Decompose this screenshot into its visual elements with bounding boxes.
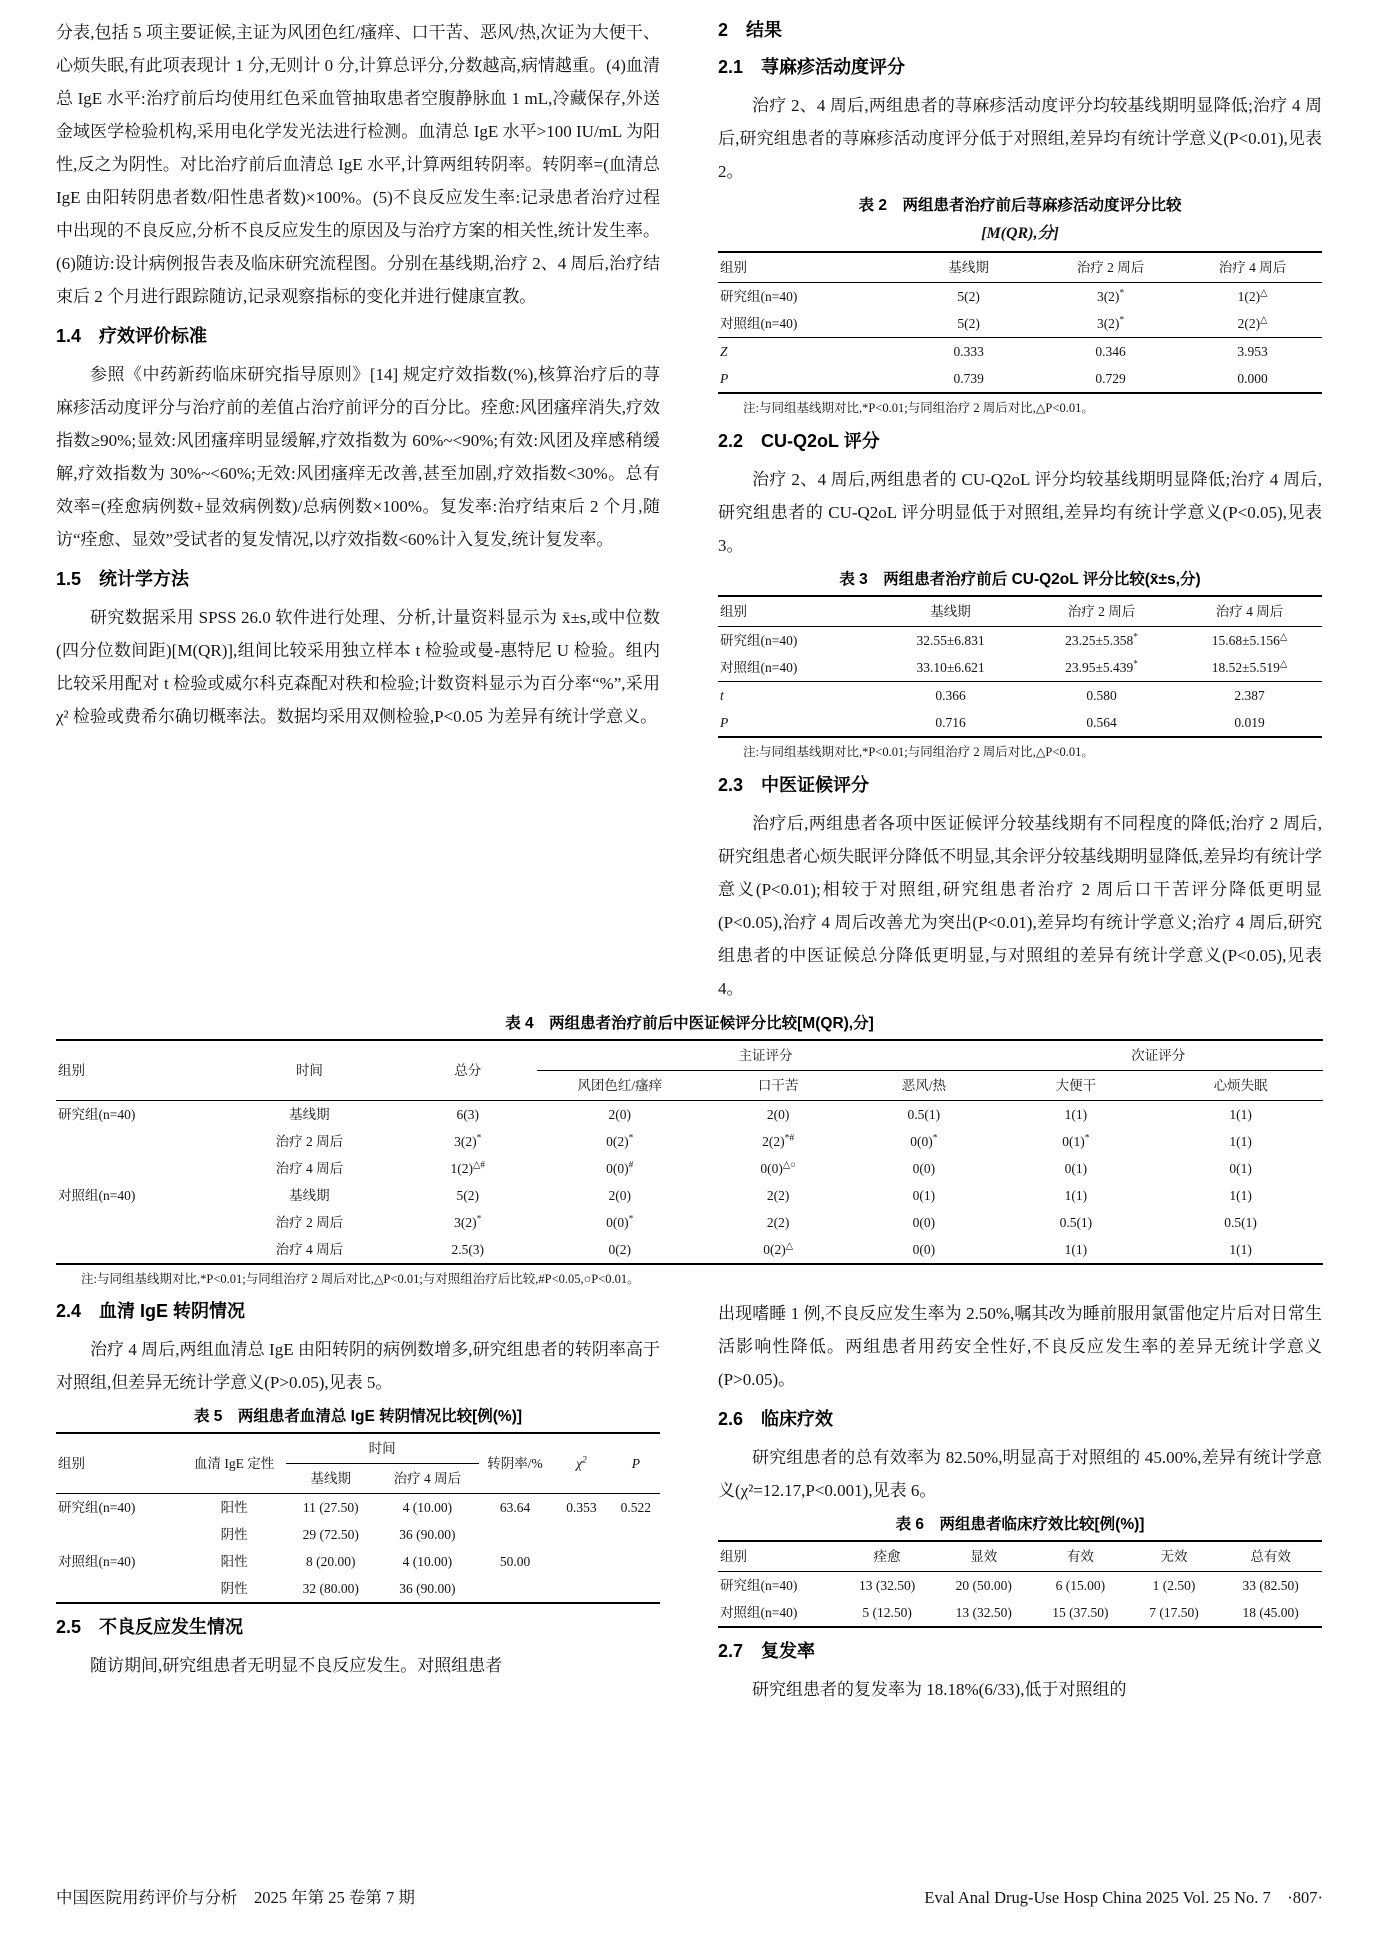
table-cell: 0.019 xyxy=(1234,715,1265,730)
table-cell: 0(0) xyxy=(912,1215,936,1230)
column-header: 口干苦 xyxy=(702,1071,854,1101)
table-cell: P xyxy=(720,371,729,386)
table-cell xyxy=(56,1128,221,1155)
table-cell: 36 (90.00) xyxy=(399,1581,456,1596)
table-cell: 0.739 xyxy=(953,371,984,386)
table-cell xyxy=(551,1575,611,1603)
table-cell: 50.00 xyxy=(499,1554,531,1569)
paragraph-efficacy-criteria: 参照《中药新药临床研究指导原则》[14] 规定疗效指数(%),核算治疗后的荨麻疹活动度评分与治疗前的差值占治疗前评分的百分比。痊愈:风团瘙痒消失,疗效指数≥90%;显效:风团瘙痒明显缓解,疗效指数为 60%~<90%;有效:风团及痒感稍缓解,疗效指数为 30%~<60%;无效:风团瘙痒无改善,甚至加剧,疗效指数<30%。总有效率=(痊愈病例数+显效病例数)/总病例数×100%。复发率:治疗结束后 2 个月,随访“痊愈、显效”受试者的复发情况,以疗效指数<60%计入复发,统计复发率。 xyxy=(56,365,660,549)
table-cell: 研究组(n=40) xyxy=(720,1578,798,1593)
table-cell: 治疗 4 周后 xyxy=(275,1161,344,1176)
table-cell: 1(2)△ xyxy=(1237,288,1268,304)
table-cell: 0.5(1) xyxy=(907,1107,941,1122)
table-cell: 对照组(n=40) xyxy=(720,660,798,675)
table-cell xyxy=(479,1521,551,1548)
table-cell: 5(2) xyxy=(456,1188,479,1203)
column-header: 心烦失眠 xyxy=(1158,1071,1323,1101)
table-cell: 0.729 xyxy=(1095,371,1126,386)
right-column-top xyxy=(718,16,1322,1005)
table-cell: 0(0)* xyxy=(910,1133,938,1149)
table-cell: 研究组(n=40) xyxy=(720,289,798,304)
table-cell: 3(2)* xyxy=(454,1133,482,1149)
table-cell: 2(2)△ xyxy=(1237,315,1268,331)
table-5 xyxy=(56,1432,660,1604)
paragraph-ige-conversion: 治疗 4 周后,两组血清总 IgE 由阳转阴的病例数增多,研究组患者的转阴率高于对照组,但差异无统计学意义(P>0.05),见表 5。 xyxy=(56,1340,660,1392)
section-heading-2-5: 2.5 不良反应发生情况 xyxy=(56,1617,244,1637)
paragraph-adverse-continued: 出现嗜睡 1 例,不良反应发生率为 2.50%,嘱其改为睡前服用氯雷他定片后对日常生活影响性降低。两组患者用药安全性好,不良反应发生率的差异无统计学意义(P>0.05)。 xyxy=(718,1304,1322,1389)
table-row xyxy=(718,1599,1322,1627)
table-cell: 2(2)*# xyxy=(762,1133,795,1149)
table-cell: Z xyxy=(718,338,899,366)
column-header: 治疗 4 周后 xyxy=(1177,596,1322,627)
table-row xyxy=(718,627,1322,655)
column-header: P xyxy=(612,1433,660,1494)
table-cell: 0(2)* xyxy=(606,1133,634,1149)
bottom-two-columns xyxy=(56,1297,1323,1706)
table-cell: 对照组(n=40) xyxy=(58,1188,136,1203)
table-cell xyxy=(56,1521,183,1548)
table-row xyxy=(718,338,1322,366)
table-row xyxy=(56,1101,1323,1129)
table-cell xyxy=(479,1575,551,1603)
table-cell: 0(0) xyxy=(912,1161,936,1176)
column-header: 时间 xyxy=(286,1433,479,1464)
table-2 xyxy=(718,251,1322,394)
table-row xyxy=(718,682,1322,710)
column-header: 痊愈 xyxy=(839,1541,936,1572)
table-cell: 1(1) xyxy=(1229,1107,1252,1122)
table-cell: 15.68±5.156△ xyxy=(1211,632,1288,648)
table-cell: 2(2) xyxy=(766,1188,790,1203)
table-cell: 0(0)* xyxy=(606,1214,634,1230)
table-row xyxy=(718,1572,1322,1600)
data-table xyxy=(56,1432,660,1604)
table-cell: 2(0) xyxy=(608,1107,632,1122)
paragraph-adverse-reactions: 随访期间,研究组患者无明显不良反应发生。对照组患者 xyxy=(90,1656,503,1675)
data-table xyxy=(718,251,1322,394)
table-5-block xyxy=(56,1404,660,1604)
top-two-columns xyxy=(56,16,1323,1005)
table-cell: 1(1) xyxy=(1229,1188,1252,1203)
section-heading-2-6: 2.6 临床疗效 xyxy=(718,1409,834,1429)
table-row xyxy=(56,1128,1323,1155)
table-cell: 63.64 xyxy=(499,1500,531,1515)
table-cell xyxy=(56,1575,183,1603)
table-cell: 18 (45.00) xyxy=(1242,1605,1299,1620)
table-cell: 基线期 xyxy=(289,1107,330,1122)
table-6-title: 表 6 两组患者临床疗效比较[例(%)] xyxy=(895,1516,1145,1533)
table-cell: 研究组(n=40) xyxy=(720,633,798,648)
column-header: 主证评分 xyxy=(537,1040,993,1071)
table-cell: 0(2) xyxy=(608,1242,632,1257)
column-header: 治疗 4 周后 xyxy=(376,1464,479,1494)
table-cell: 29 (72.50) xyxy=(302,1527,359,1542)
table-cell: 治疗 2 周后 xyxy=(275,1134,344,1149)
table-5-title: 表 5 两组患者血清总 IgE 转阴情况比较[例(%)] xyxy=(193,1408,523,1425)
table-cell: 3(2)* xyxy=(454,1214,482,1230)
table-cell: 阴性 xyxy=(220,1581,248,1596)
table-cell: 4 (10.00) xyxy=(402,1500,453,1515)
table-3 xyxy=(718,595,1322,738)
table-cell: 基线期 xyxy=(289,1188,330,1203)
column-header: $\chi^2$ xyxy=(551,1433,611,1494)
table-cell: 0.5(1) xyxy=(1224,1215,1257,1230)
table-cell: 1(1) xyxy=(1064,1188,1088,1203)
table-cell: 0(1) xyxy=(1229,1161,1252,1176)
table-cell xyxy=(612,1548,660,1575)
paragraph-tcm-syndrome: 治疗后,两组患者各项中医证候评分较基线期有不同程度的降低;治疗 2 周后,研究组患者心烦失眠评分降低不明显,其余评分较基线期明显降低,差异均有统计学意义(P<0.01);相较于对照组,研究组患者治疗 2 周后口干苦评分降低更明显(P<0.05),治疗 4 周后改善尤为突出(P<0.01),差异均有统计学意义;治疗 4 周后,研究组患者的中医证候总分降低更明显,与对照组的差异有统计学意义(P<0.05),见表 4。 xyxy=(718,814,1322,998)
table-row xyxy=(56,1209,1323,1236)
section-heading-2-3: 2.3 中医证候评分 xyxy=(718,775,870,795)
table-cell: 6(3) xyxy=(456,1107,479,1122)
column-header: 组别 xyxy=(718,1541,839,1572)
table-cell: 33 (82.50) xyxy=(1242,1578,1299,1593)
table-cell xyxy=(56,1236,221,1264)
table-row xyxy=(718,709,1322,737)
paragraph-cuq2ol: 治疗 2、4 周后,两组患者的 CU-Q2oL 评分均较基线期明显降低;治疗 4 周后,研究组患者的 CU-Q2oL 评分明显低于对照组,差异均有统计学意义(P<0.05),见表 3。 xyxy=(718,470,1322,555)
table-row xyxy=(56,1575,660,1603)
table-2-block xyxy=(718,193,1322,418)
column-header: 恶风/热 xyxy=(854,1071,993,1101)
table-cell: 3.953 xyxy=(1183,338,1322,366)
table-cell: 研究组(n=40) xyxy=(58,1107,136,1122)
section-heading-2-7: 2.7 复发率 xyxy=(718,1641,816,1661)
right-column-bottom xyxy=(718,1297,1322,1706)
paragraph-uas-score: 治疗 2、4 周后,两组患者的荨麻疹活动度评分均较基线期明显降低;治疗 4 周后,研究组患者的荨麻疹活动度评分低于对照组,差异均有统计学意义(P<0.01),见表 2。 xyxy=(718,96,1322,181)
table-cell: 13 (32.50) xyxy=(955,1605,1012,1620)
paragraph-relapse-rate: 研究组患者的复发率为 18.18%(6/33),低于对照组的 xyxy=(752,1680,1127,1699)
table-row xyxy=(56,1494,660,1522)
table-cell xyxy=(551,1548,611,1575)
table-4-note: 注:与同组基线期对比,*P<0.01;与同组治疗 2 周后对比,△P<0.01;与对照组治疗后比较,#P<0.05,○P<0.01。 xyxy=(81,1272,640,1286)
table-3-title: 表 3 两组患者治疗前后 CU-Q2oL 评分比较(x̄±s,分) xyxy=(839,571,1201,588)
table-cell: 2.387 xyxy=(1177,682,1322,710)
table-cell: 0.333 xyxy=(899,338,1038,366)
table-cell: 6 (15.00) xyxy=(1055,1578,1106,1593)
table-cell: 8 (20.00) xyxy=(306,1554,356,1569)
column-header: 显效 xyxy=(935,1541,1032,1572)
column-header: 无效 xyxy=(1129,1541,1220,1572)
table-cell xyxy=(56,1155,221,1182)
data-table xyxy=(56,1039,1323,1265)
table-cell: 0.353 xyxy=(566,1500,597,1515)
column-header: 总有效 xyxy=(1219,1541,1322,1572)
column-header: 时间 xyxy=(221,1040,398,1101)
table-row xyxy=(718,365,1322,393)
table-cell: 13 (32.50) xyxy=(858,1578,916,1593)
column-header: 组别 xyxy=(56,1040,221,1101)
table-2-title: 表 2 两组患者治疗前后荨麻疹活动度评分比较 xyxy=(858,197,1182,214)
table-cell: 0.522 xyxy=(620,1500,651,1515)
table-cell: 11 (27.50) xyxy=(302,1500,359,1515)
table-cell: 2(0) xyxy=(766,1107,790,1122)
table-4-block xyxy=(56,1011,1323,1289)
table-cell: 对照组(n=40) xyxy=(720,1605,798,1620)
table-cell: P xyxy=(720,715,729,730)
table-cell: 阳性 xyxy=(220,1500,248,1515)
table-cell: t xyxy=(718,682,875,710)
table-cell: 0.564 xyxy=(1086,715,1117,730)
table-cell: 阳性 xyxy=(220,1554,248,1569)
table-cell: 1(1) xyxy=(1064,1107,1088,1122)
table-row xyxy=(718,654,1322,682)
table-cell xyxy=(551,1521,611,1548)
table-cell: 0(1)* xyxy=(1062,1133,1090,1149)
column-header: 治疗 2 周后 xyxy=(1038,252,1183,283)
section-heading-1-4: 1.4 疗效评价标准 xyxy=(56,326,208,346)
table-row xyxy=(718,283,1322,311)
table-row xyxy=(56,1236,1323,1264)
left-column-bottom xyxy=(56,1297,660,1706)
column-header: 有效 xyxy=(1032,1541,1129,1572)
table-cell: 32 (80.00) xyxy=(302,1581,359,1596)
table-cell: 4 (10.00) xyxy=(402,1554,453,1569)
table-cell: 治疗 4 周后 xyxy=(275,1242,344,1257)
page-footer xyxy=(56,1886,1323,1910)
table-cell xyxy=(612,1575,660,1603)
table-4 xyxy=(56,1039,1323,1265)
table-cell: 15 (37.50) xyxy=(1052,1605,1109,1620)
table-cell: 对照组(n=40) xyxy=(720,316,798,331)
column-header: 基线期 xyxy=(875,596,1026,627)
table-cell: 33.10±6.621 xyxy=(916,660,985,675)
table-cell: 1(2)△# xyxy=(450,1160,486,1176)
paragraph-continued: 分表,包括 5 项主要证候,主证为风团色红/瘙痒、口干苦、恶风/热,次证为大便干、心烦失眠,有此项表现计 1 分,无则计 0 分,计算总评分,分数越高,病情越重。(4)血清总 IgE 水平:治疗前后均使用红色采血管抽取患者空腹静脉血 1 mL,冷藏保存,外送金域医学检验机构,采用电化学发光法进行检测。血清总 IgE 水平>100 IU/mL 为阳性,反之为阴性。对比治疗前后血清总 IgE 水平,计算两组转阴率。转阴率=(血清总 IgE 由阳转阴患者数/阳性患者数)×100%。(5)不良反应发生率:记录患者治疗过程中出现的不良反应,分析不良反应发生的原因及与治疗方案的相关性,统计发生率。(6)随访:设计病例报告表及临床研究流程图。分别在基线期,治疗 2、4 周后,治疗结束后 2 个月进行跟踪随访,记录观察指标的变化并进行健康宣教。 xyxy=(56,23,660,306)
column-header: 组别 xyxy=(718,252,899,283)
column-header: 转阴率/% xyxy=(479,1433,551,1494)
table-cell xyxy=(56,1209,221,1236)
section-heading-2: 2 结果 xyxy=(718,20,783,40)
table-cell: 20 (50.00) xyxy=(955,1578,1012,1593)
column-header: 大便干 xyxy=(994,1071,1159,1101)
data-table xyxy=(718,1540,1322,1628)
table-6 xyxy=(718,1540,1322,1628)
table-cell: 1(1) xyxy=(1229,1242,1252,1257)
table-cell: 1(1) xyxy=(1229,1134,1252,1149)
footer-journal-cn: 中国医院用药评价与分析 2025 年第 25 卷第 7 期 xyxy=(56,1888,415,1907)
data-table xyxy=(718,595,1322,738)
paragraph-clinical-efficacy: 研究组患者的总有效率为 82.50%,明显高于对照组的 45.00%,差异有统计学意义(χ²=12.17,P<0.001),见表 6。 xyxy=(718,1448,1322,1500)
section-heading-2-1: 2.1 荨麻疹活动度评分 xyxy=(718,57,906,77)
column-header: 次证评分 xyxy=(994,1040,1323,1071)
table-cell: 0.5(1) xyxy=(1059,1215,1093,1230)
table-4-title: 表 4 两组患者治疗前后中医证候评分比较[M(QR),分] xyxy=(505,1015,874,1032)
table-cell: 1(1) xyxy=(1064,1242,1088,1257)
table-3-block xyxy=(718,567,1322,762)
table-cell: 23.95±5.439* xyxy=(1065,659,1138,675)
table-cell: 5 (12.50) xyxy=(862,1605,912,1620)
table-cell: 23.25±5.358* xyxy=(1065,632,1138,648)
table-3-note: 注:与同组基线期对比,*P<0.01;与同组治疗 2 周后对比,△P<0.01。 xyxy=(743,745,1094,759)
table-2-note: 注:与同组基线期对比,*P<0.01;与同组治疗 2 周后对比,△P<0.01。 xyxy=(743,401,1094,415)
table-cell: 对照组(n=40) xyxy=(58,1554,136,1569)
section-heading-2-4: 2.4 血清 IgE 转阴情况 xyxy=(56,1301,246,1321)
table-cell xyxy=(612,1521,660,1548)
table-cell: 0.580 xyxy=(1026,682,1177,710)
left-column-top xyxy=(56,16,660,1005)
table-cell: 0(1) xyxy=(1064,1161,1088,1176)
table-row xyxy=(718,310,1322,338)
table-2-unit: [M(QR),分] xyxy=(981,225,1059,242)
table-cell: 36 (90.00) xyxy=(399,1527,456,1542)
table-cell: 18.52±5.519△ xyxy=(1211,659,1288,675)
table-row xyxy=(56,1155,1323,1182)
paragraph-statistics-method: 研究数据采用 SPSS 26.0 软件进行处理、分析,计量资料显示为 x̄±s,或中位数(四分位数间距)[M(QR)],组间比较采用独立样本 t 检验或曼-惠特尼 U 检验。组内比较采用配对 t 检验或威尔科克森配对秩和检验;计数资料显示为百分率“%”,采用χ² 检验或费希尔确切概率法。数据均采用双侧检验,P<0.05 为差异有统计学意义。 xyxy=(56,608,660,726)
table-cell: 0(2)△ xyxy=(763,1241,794,1257)
table-cell: 0.716 xyxy=(935,715,966,730)
column-header: 风团色红/瘙痒 xyxy=(537,1071,702,1101)
column-header: 治疗 2 周后 xyxy=(1026,596,1177,627)
table-cell: 研究组(n=40) xyxy=(58,1500,136,1515)
table-cell: 5(2) xyxy=(957,316,980,331)
table-cell: 阴性 xyxy=(220,1527,248,1542)
table-cell: 2(0) xyxy=(608,1188,632,1203)
table-cell: 0.346 xyxy=(1038,338,1183,366)
column-header: 基线期 xyxy=(899,252,1038,283)
table-cell: 0(0)△○ xyxy=(760,1160,796,1176)
table-row xyxy=(56,1521,660,1548)
table-cell: 0(0) xyxy=(912,1242,936,1257)
section-heading-2-2: 2.2 CU-Q2oL 评分 xyxy=(718,431,880,451)
footer-journal-en: Eval Anal Drug-Use Hosp China 2025 Vol. 25 No. 7 ·807· xyxy=(924,1888,1323,1907)
column-header: 总分 xyxy=(398,1040,537,1101)
column-header: 血清 IgE 定性 xyxy=(183,1433,286,1494)
column-header: 基线期 xyxy=(286,1464,377,1494)
table-cell: 1 (2.50) xyxy=(1152,1578,1196,1593)
table-cell: 0(1) xyxy=(912,1188,936,1203)
table-cell: 0.000 xyxy=(1237,371,1268,386)
table-cell: 0.366 xyxy=(875,682,1026,710)
table-cell: 0(0)# xyxy=(606,1160,634,1176)
table-row xyxy=(56,1182,1323,1209)
table-cell: 2(2) xyxy=(766,1215,790,1230)
table-row xyxy=(56,1548,660,1575)
column-header: 组别 xyxy=(56,1433,183,1494)
column-header: 组别 xyxy=(718,596,875,627)
table-cell: 2.5(3) xyxy=(451,1242,485,1257)
section-heading-1-5: 1.5 统计学方法 xyxy=(56,569,190,589)
table-cell: 治疗 2 周后 xyxy=(275,1215,344,1230)
table-cell: 3(2)* xyxy=(1096,288,1125,304)
table-6-block xyxy=(718,1512,1322,1628)
table-cell: 5(2) xyxy=(957,289,980,304)
table-cell: 3(2)* xyxy=(1096,315,1125,331)
column-header: 治疗 4 周后 xyxy=(1183,252,1322,283)
table-cell: 7 (17.50) xyxy=(1149,1605,1199,1620)
table-cell: 32.55±6.831 xyxy=(916,633,985,648)
